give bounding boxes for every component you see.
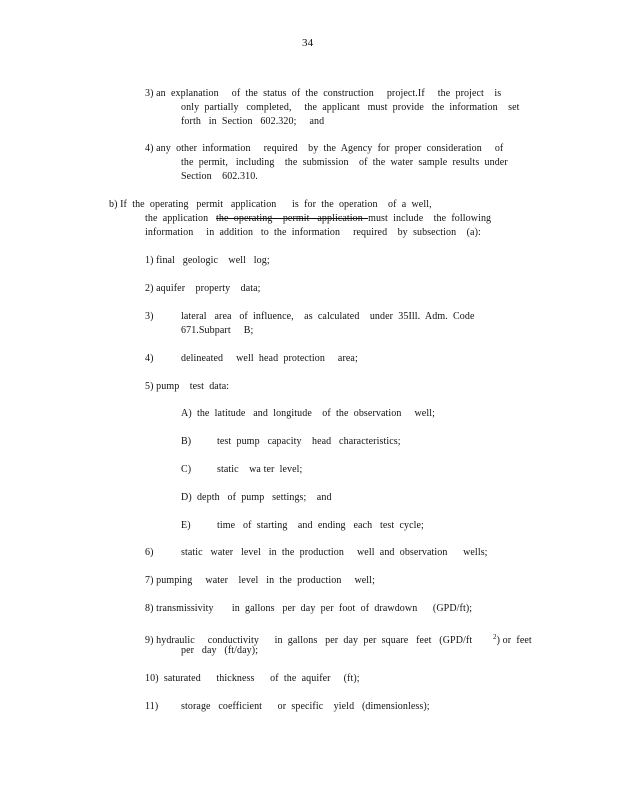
sub-item-e-label: E) [181, 520, 191, 531]
list-item-10: 10) saturated thickness of the aquifer (ft); [145, 673, 360, 684]
item-4-line-1: 4) any other information required by the Agency for proper consideration of [145, 143, 504, 154]
struck-text: the operating permit application [216, 213, 369, 224]
section-b-line-2-pre: the application [145, 213, 217, 224]
item-3-line-1: 3) an explanation of the status of the construction project.If the project is [145, 88, 502, 99]
section-b-line-2 [145, 213, 491, 225]
list-item-4-number: 4) [145, 353, 154, 364]
list-item-11-number: 11) [145, 701, 159, 712]
sub-item-b-label: B) [181, 436, 192, 447]
list-item-1: 1) final geologic well log; [145, 255, 270, 266]
list-item-11-text: storage coefficient or specific yield (dimensionless); [181, 701, 430, 712]
list-item-3-number: 3) [145, 311, 154, 322]
list-item-5: 5) pump test data: [145, 381, 230, 392]
page-number: 34 [302, 37, 314, 49]
list-item-9-line-2: per day (ft/day); [181, 645, 259, 656]
list-item-7: 7) pumping water level in the production well; [145, 575, 375, 586]
item-4-line-2: the permit, including the submission of the water sample results under [181, 157, 508, 168]
list-item-3-line-1: lateral area of influence, as calculated under 35Ill. Adm. Code [181, 311, 475, 322]
list-item-6-text: static water level in the production well and observation wells; [181, 547, 488, 558]
list-item-3-line-2: 671.Subpart B; [181, 325, 254, 336]
item-3-line-3: forth in Section 602.320; and [181, 116, 325, 127]
item-4-line-3: Section 602.310. [181, 171, 258, 182]
sub-item-c-label: C) [181, 464, 192, 475]
list-item-9-pre: 9) hydraulic conductivity in gallons per day per square feet (GPD/ft [145, 635, 473, 646]
sub-item-a: A) the latitude and longitude of the observation well; [181, 408, 435, 419]
list-item-2: 2) aquifer property data; [145, 283, 261, 294]
sub-item-c-text: static wa ter level; [217, 464, 303, 475]
sub-item-e-text: time of starting and ending each test cycle; [217, 520, 424, 531]
sub-item-d: D) depth of pump settings; and [181, 492, 332, 503]
sub-item-b-text: test pump capacity head characteristics; [217, 436, 401, 447]
section-b-line-3: information in addition to the information required by subsection (a): [145, 227, 481, 238]
list-item-4-text: delineated well head protection area; [181, 353, 358, 364]
superscript-2: 2 [493, 633, 497, 641]
section-b-line-2-post: must include the following [368, 213, 492, 224]
section-b-line-1: b) If the operating permit application is for the operation of a well, [109, 199, 432, 210]
list-item-9-post: ) or feet [496, 635, 532, 646]
item-3-line-2: only partially completed, the applicant must provide the information set [181, 102, 520, 113]
list-item-8: 8) transmissivity in gallons per day per foot of drawdown (GPD/ft); [145, 603, 473, 614]
list-item-6-number: 6) [145, 547, 154, 558]
